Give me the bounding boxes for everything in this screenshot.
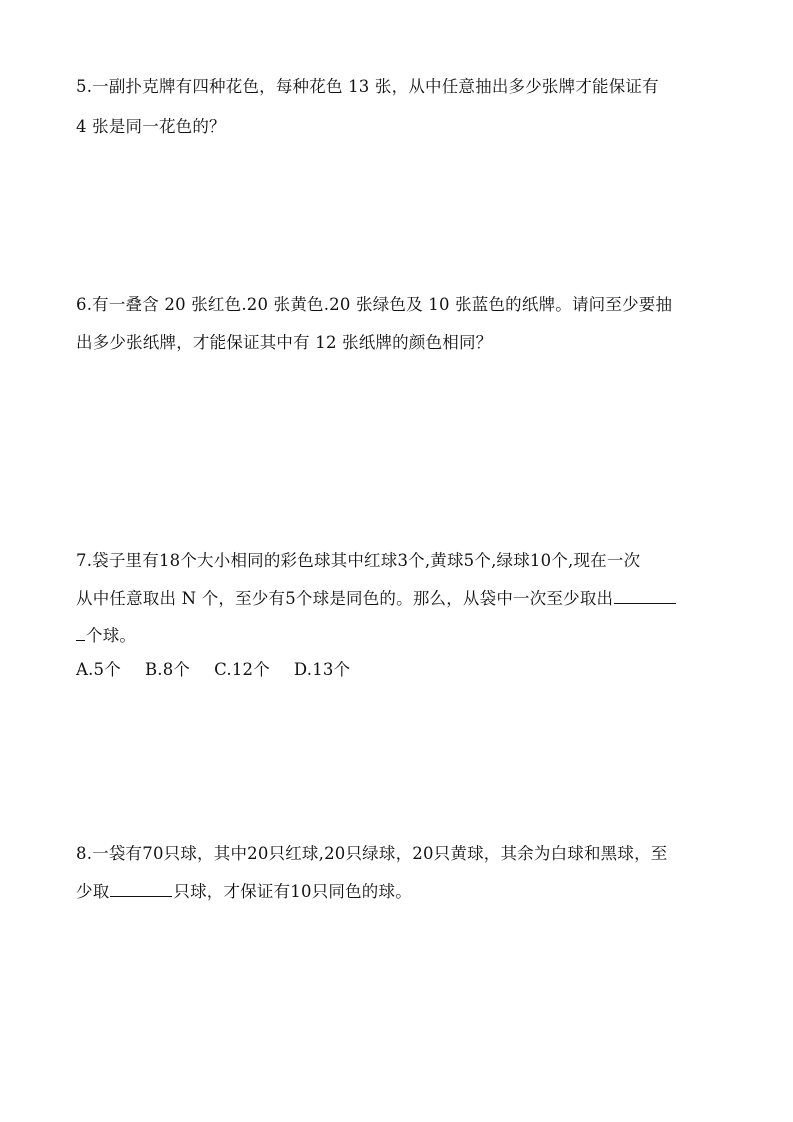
question-5-line-2: 4 张是同一花色的？ [76, 117, 226, 136]
question-7-options [76, 659, 350, 681]
option-d: D.13个 [293, 660, 351, 679]
answer-blank-8[interactable] [110, 880, 172, 897]
question-7-line-3 [76, 624, 136, 647]
question-8-line-2 [76, 880, 412, 903]
question-7-line-1: 7.袋子里有18个大小相同的彩色球其中红球3个,黄球5个,绿球10个,现在一次 [76, 551, 641, 570]
question-7-line-2-text: 从中任意取出 N 个，至少有5个球是同色的。那么，从袋中一次至少取出 [76, 589, 614, 608]
option-c: C.12个 [214, 660, 270, 679]
question-8-line-2-before: 少取 [76, 882, 110, 901]
question-6-line-1: 6.有一叠含 20 张红色.20 张黄色.20 张绿色及 10 张蓝色的纸牌。请问至少要抽 [76, 295, 673, 314]
option-b: B.8个 [144, 660, 191, 679]
answer-blank-7[interactable] [614, 587, 676, 604]
option-a: A.5个 [76, 660, 121, 679]
question-7-line-2 [76, 587, 677, 610]
question-7-line-3-text: 个球。 [86, 626, 137, 645]
question-5-line-1: 5.一副扑克牌有四种花色，每种花色 13 张，从中任意抽出多少张牌才能保证有 [76, 77, 659, 96]
question-6-line-2: 出多少张纸牌，才能保证其中有 12 张纸牌的颜色相同？ [76, 333, 493, 352]
answer-blank-7-continued[interactable] [76, 624, 85, 641]
question-8-line-1: 8.一袋有70只球，其中20只红球,20只绿球，20只黄球，其余为白球和黑球，至 [76, 844, 668, 863]
question-8-line-2-after: 只球，才保证有10只同色的球。 [173, 882, 412, 901]
